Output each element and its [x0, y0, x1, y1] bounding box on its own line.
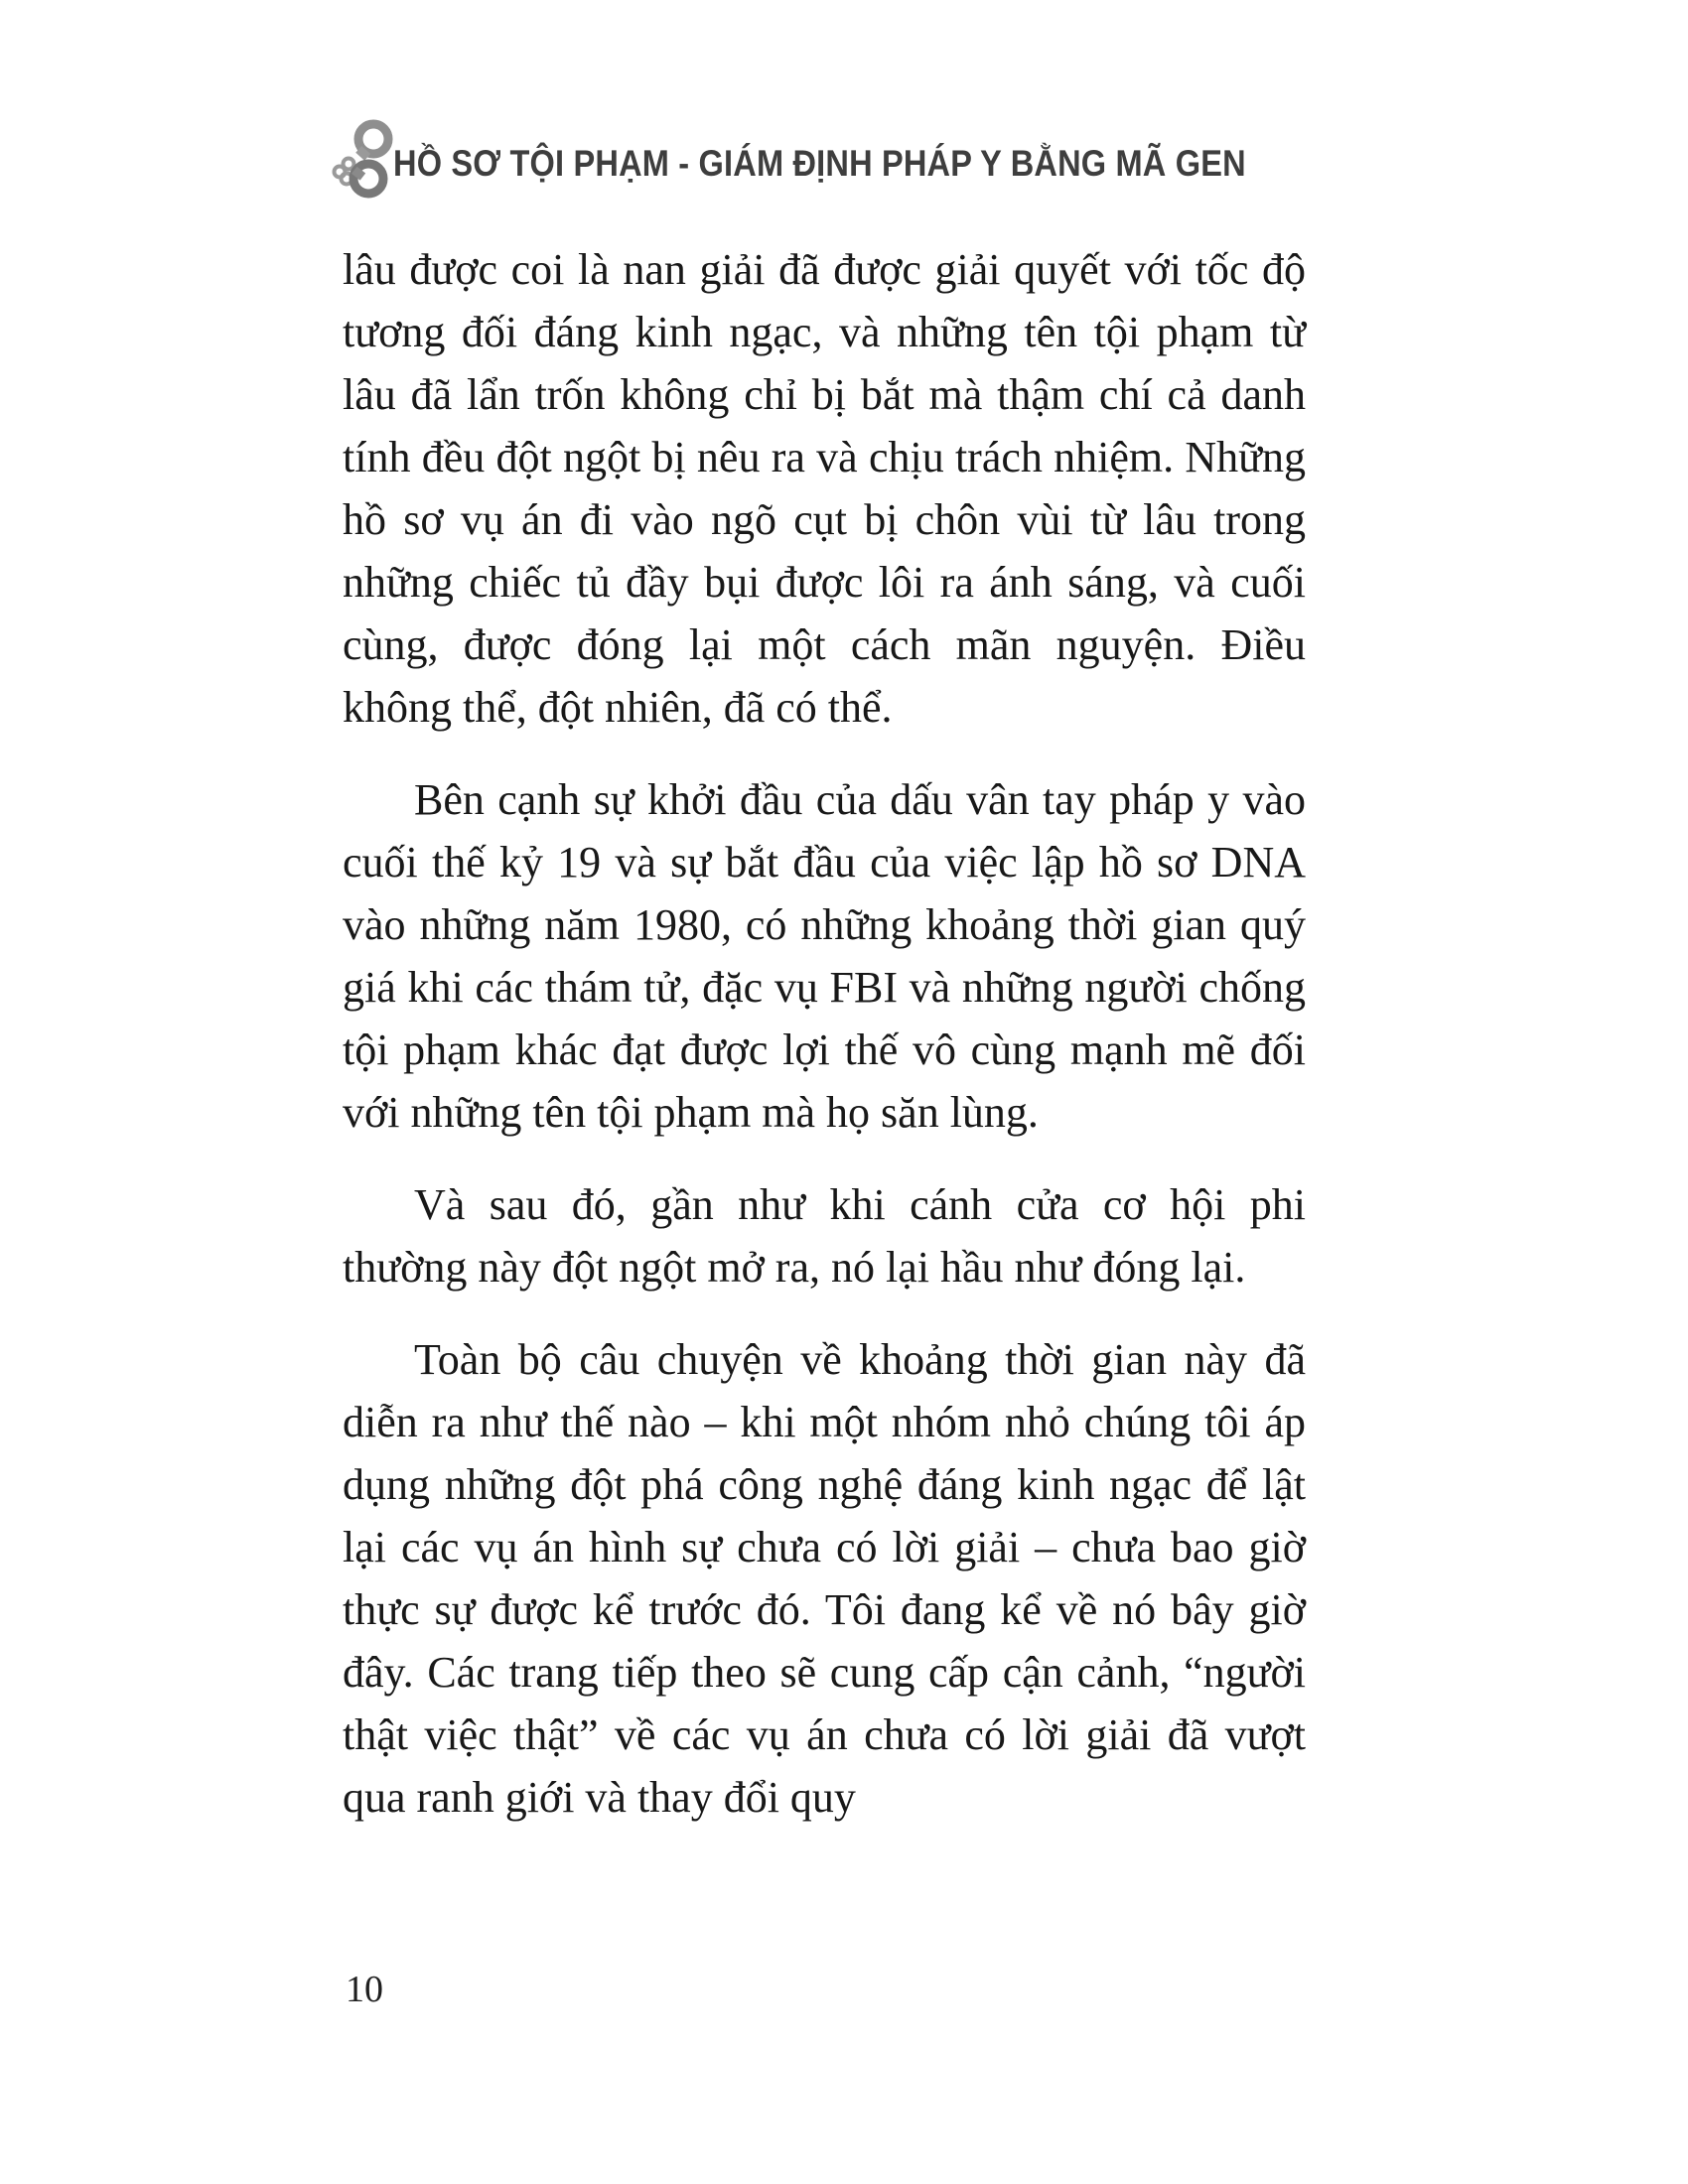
- paragraph-continuation: lâu được coi là nan giải đã được giải quyết với tốc độ tương đối đáng kinh ngạc, và những tên tội phạm từ lâu đã lẩn trốn không chỉ bị bắt mà thậm chí cả danh tính đều đột ngột bị nêu ra và chịu trách nhiệm. Những hồ sơ vụ án đi vào ngõ cụt bị chôn vùi từ lâu trong những chiếc tủ đầy bụi được lôi ra ánh sáng, và cuối cùng, được đóng lại một cách mãn nguyện. Điều không thể, đột nhiên, đã có thể.: [343, 245, 1306, 732]
- paragraph: Và sau đó, gần như khi cánh cửa cơ hội phi thường này đột ngột mở ra, nó lại hầu như đóng lại.: [343, 1180, 1306, 1292]
- running-header-title: HỒ SƠ TỘI PHẠM - GIÁM ĐỊNH PHÁP Y BẰNG MÃ GEN: [393, 143, 1246, 184]
- paragraph: Bên cạnh sự khởi đầu của dấu vân tay pháp y vào cuối thế kỷ 19 và sự bắt đầu của việc lập hồ sơ DNA vào những năm 1980, có những khoảng thời gian quý giá khi các thám tử, đặc vụ FBI và những người chống tội phạm khác đạt được lợi thế vô cùng mạnh mẽ đối với những tên tội phạm mà họ săn lùng.: [343, 775, 1306, 1137]
- page-body: [343, 238, 1306, 1858]
- paragraph: Toàn bộ câu chuyện về khoảng thời gian này đã diễn ra như thế nào – khi một nhóm nhỏ chúng tôi áp dụng những đột phá công nghệ đáng kinh ngạc để lật lại các vụ án hình sự chưa có lời giải – chưa bao giờ thực sự được kể trước đó. Tôi đang kể về nó bây giờ đây. Các trang tiếp theo sẽ cung cấp cận cảnh, “người thật việc thật” về các vụ án chưa có lời giải đã vượt qua ranh giới và thay đổi quy: [343, 1335, 1306, 1822]
- page-number: 10: [346, 1969, 383, 2010]
